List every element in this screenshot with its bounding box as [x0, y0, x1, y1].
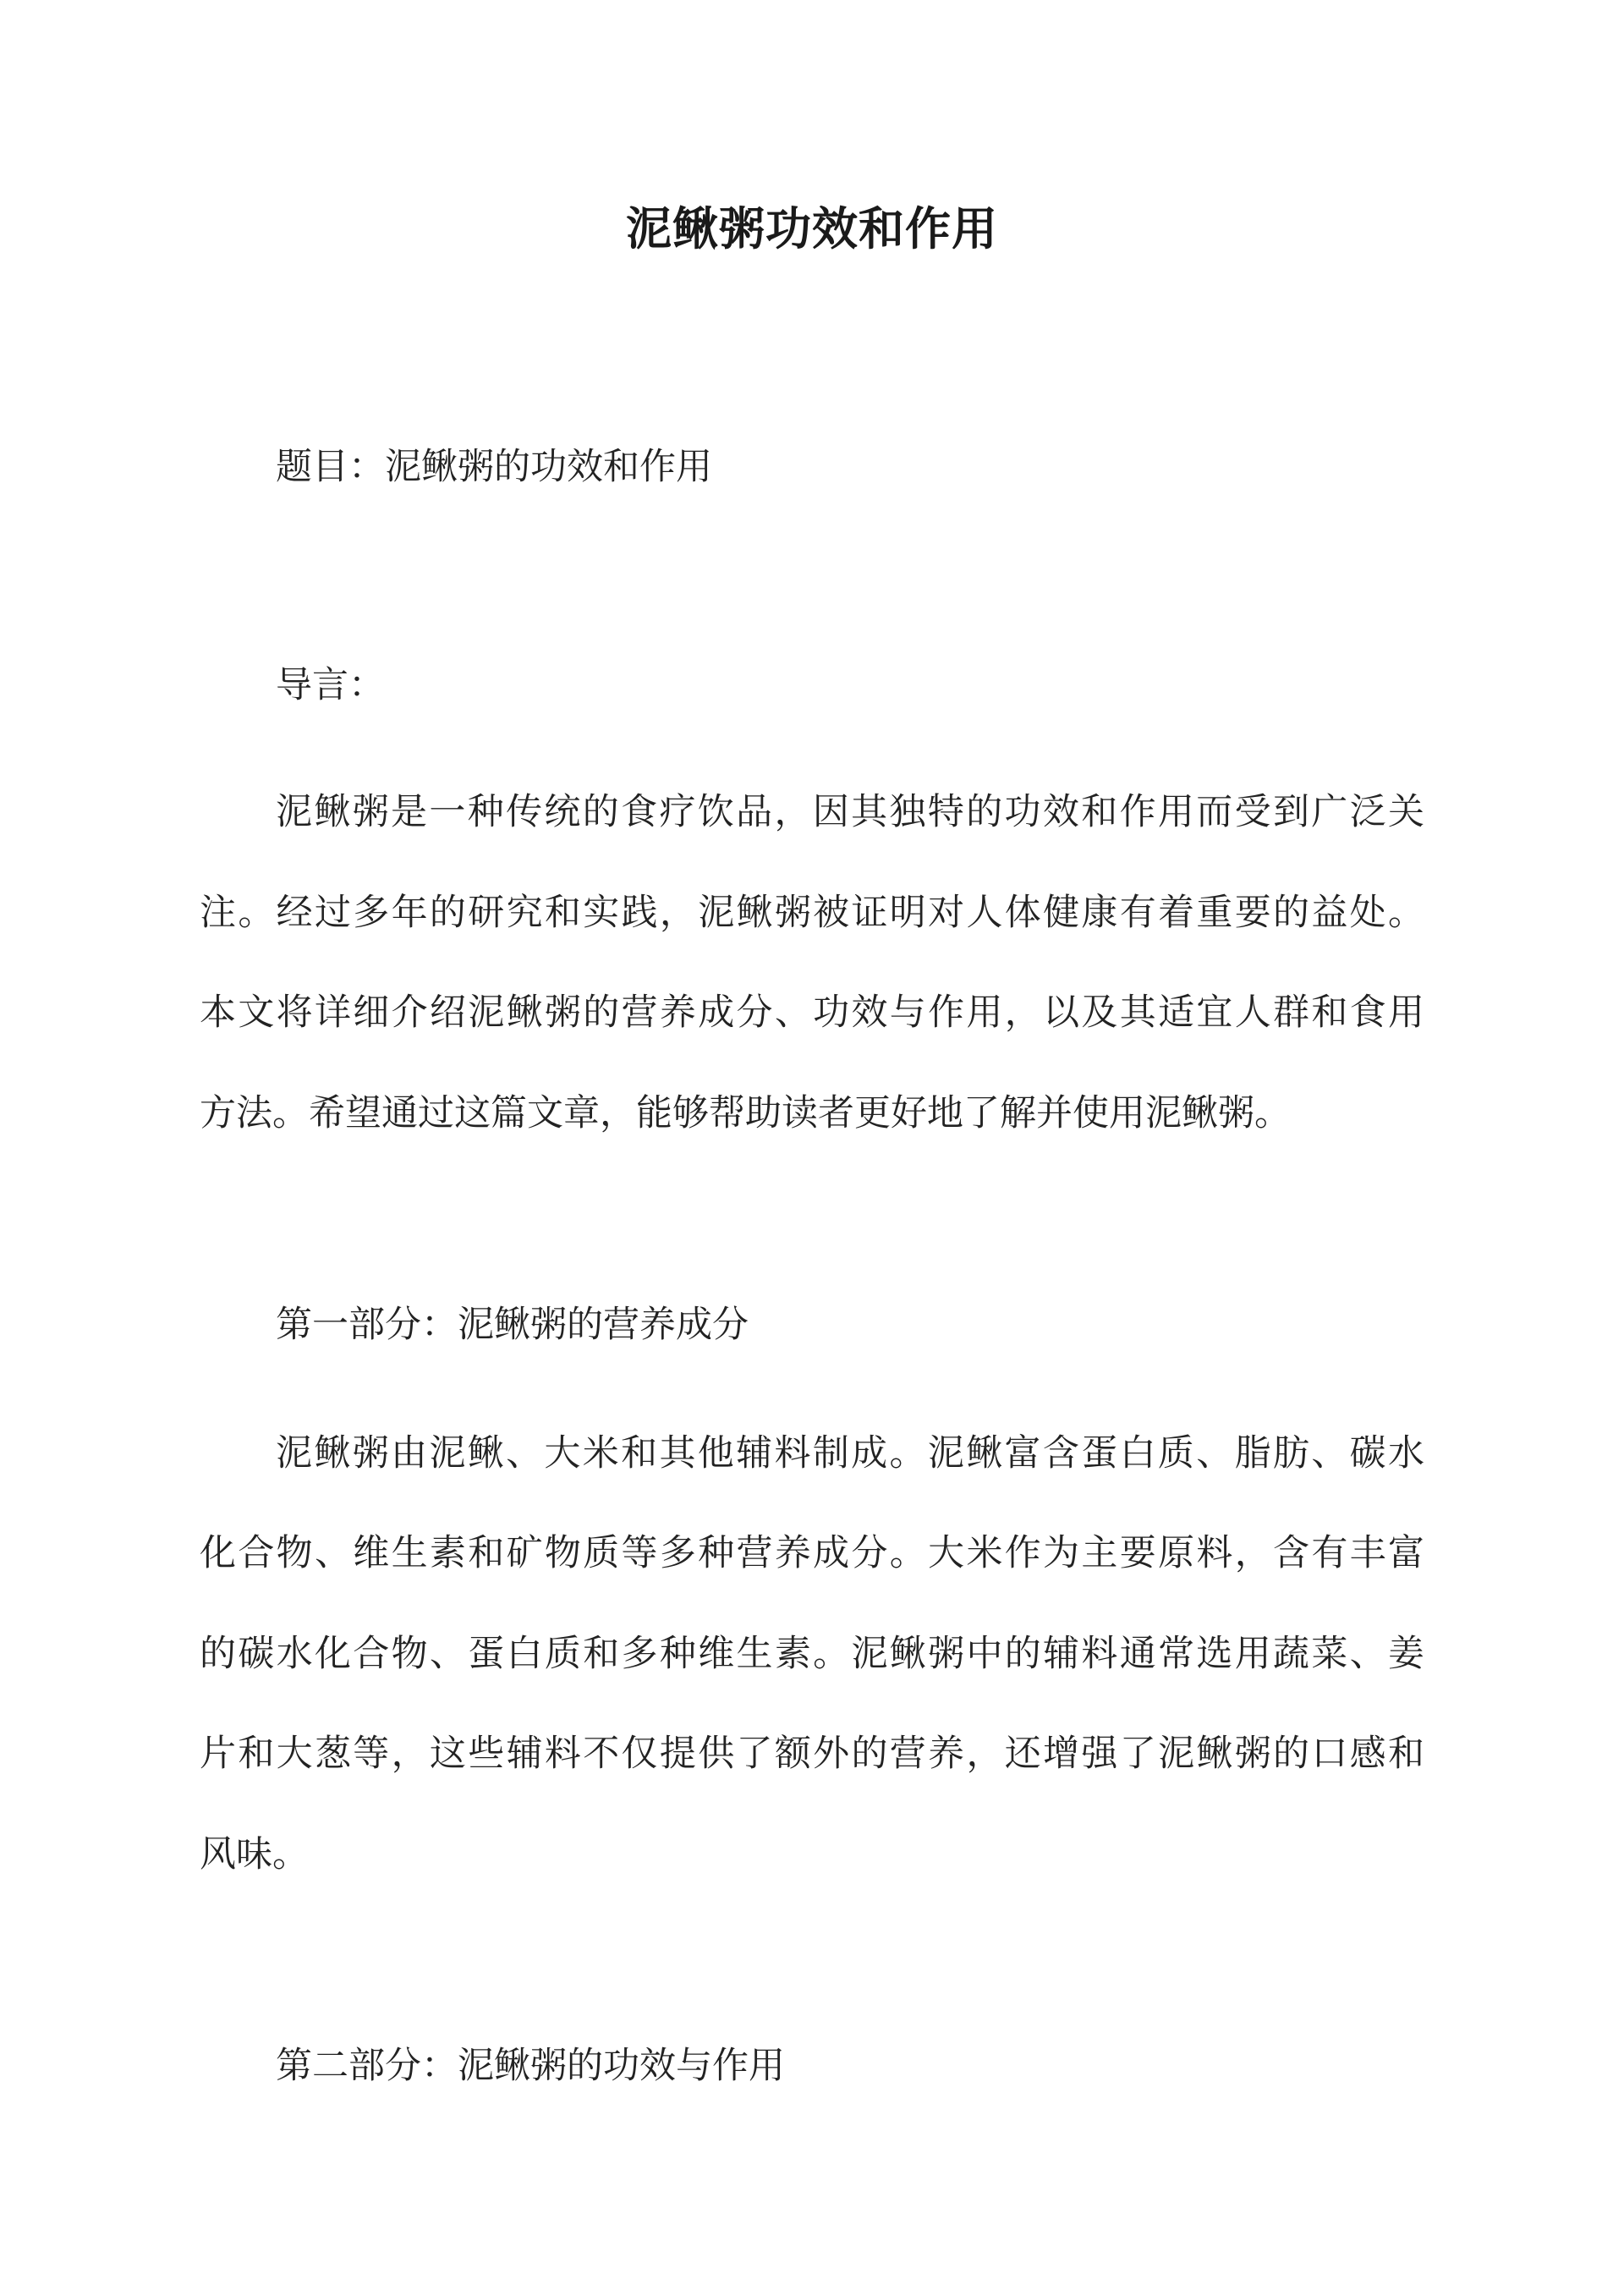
intro-paragraph-line: 本文将详细介绍泥鳅粥的营养成分、功效与作用，以及其适宜人群和食用	[200, 991, 1424, 1034]
section1-heading: 第一部分：泥鳅粥的营养成分	[276, 1304, 749, 1346]
section2-heading: 第二部分：泥鳅粥的功效与作用	[276, 2045, 785, 2087]
section1-paragraph-line: 风味。	[200, 1833, 309, 1876]
section1-paragraph-line: 片和大葱等，这些辅料不仅提供了额外的营养，还增强了泥鳅粥的口感和	[200, 1733, 1424, 1775]
document-title: 泥鳅粥功效和作用	[626, 201, 998, 255]
section1-paragraph-line: 化合物、维生素和矿物质等多种营养成分。大米作为主要原料，含有丰富	[200, 1532, 1424, 1574]
intro-paragraph-line: 泥鳅粥是一种传统的食疗饮品，因其独特的功效和作用而受到广泛关	[276, 791, 1424, 833]
intro-paragraph-line: 注。经过多年的研究和实践，泥鳅粥被证明对人体健康有着重要的益处。	[200, 892, 1424, 934]
topic-line: 题目：泥鳅粥的功效和作用	[276, 446, 712, 488]
intro-heading: 导言：	[276, 664, 385, 706]
section1-paragraph-line: 泥鳅粥由泥鳅、大米和其他辅料制成。泥鳅富含蛋白质、脂肪、碳水	[276, 1432, 1424, 1475]
section1-paragraph-line: 的碳水化合物、蛋白质和多种维生素。泥鳅粥中的辅料通常选用蔬菜、姜	[200, 1633, 1424, 1675]
intro-paragraph-line: 方法。希望通过这篇文章，能够帮助读者更好地了解并使用泥鳅粥。	[200, 1092, 1291, 1134]
